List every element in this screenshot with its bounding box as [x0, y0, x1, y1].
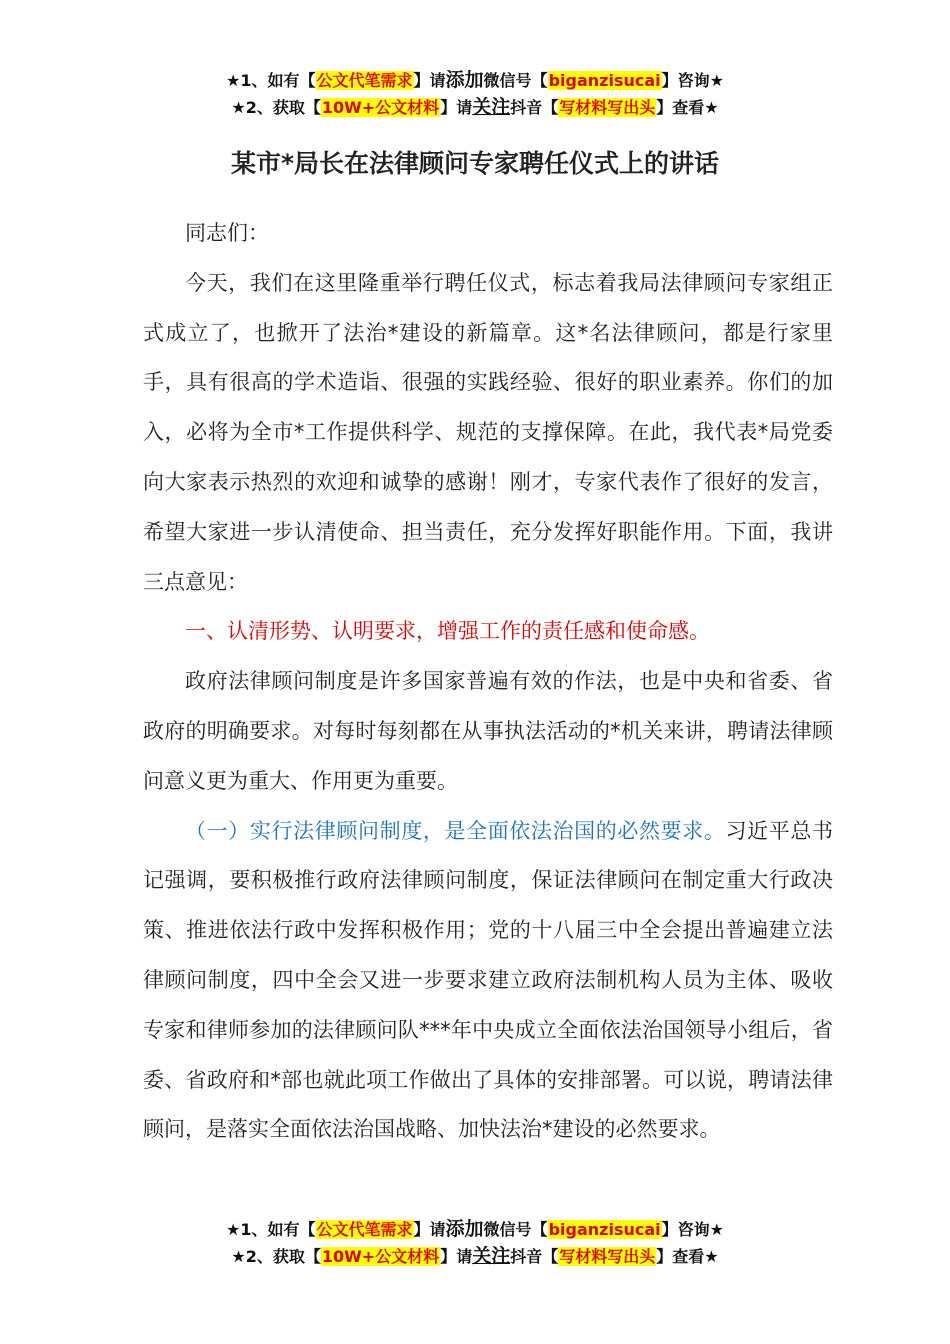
highlight-materials: 10W+公文材料	[321, 98, 440, 117]
highlight-douyin: 写材料写出头	[559, 98, 656, 117]
highlight-service: 公文代笔需求	[316, 1220, 413, 1239]
paragraph-3: （一）实行法律顾问制度，是全面依法治国的必然要求。习近平总书记强调，要积极推行政府法律顾问制度，保证法律顾问在制定重大行政决策、推进依法行政中发挥积极作用；党的十八届三中全会提出普遍建立法律顾问制度，四中全会又进一步要求建立政府法制机构人员为主体、吸收专家和律师参加的法律顾问队***年中央成立全面依法治国领导小组后，省委、省政府和*部也就此项工作做出了具体的安排部署。可以说，聘请法律顾问，是落实全面依法治国战略、加快法治*建设的必然要求。	[143, 818, 833, 1142]
paragraph-1: 今天，我们在这里隆重举行聘任仪式，标志着我局法律顾问专家组正式成立了，也掀开了法治*建设的新篇章。这*名法律顾问，都是行家里手，具有很高的学术造诣、很强的实践经验、很好的职业素养。你们的加入，必将为全市*工作提供科学、规范的支撑保障。在此，我代表*局党委向大家表示热烈的欢迎和诚挚的感谢！刚才，专家代表作了很好的发言，希望大家进一步认清使命、担当责任，充分发挥好职能作用。下面，我讲三点意见：	[143, 270, 833, 594]
greeting: 同志们：	[185, 221, 269, 245]
banner-line-1: ★1、如有【公文代笔需求】请添加微信号【biganzisucai】咨询★	[226, 69, 724, 91]
highlight-wechat: biganzisucai	[548, 71, 661, 90]
highlight-materials: 10W+公文材料	[321, 1247, 440, 1266]
banner-line-2: ★2、获取【10W+公文材料】请关注抖音【写材料写出头】查看★	[231, 96, 719, 118]
heading-1: 一、认清形势、认明要求，增强工作的责任感和使命感。	[185, 619, 710, 644]
header-banner	[0, 67, 950, 121]
banner-line-1: ★1、如有【公文代笔需求】请添加微信号【biganzisucai】咨询★	[226, 1218, 724, 1240]
paragraph-2: 政府法律顾问制度是许多国家普遍有效的作法，也是中央和省委、省政府的明确要求。对每时每刻都在从事执法活动的*机关来讲，聘请法律顾问意义更为重大、作用更为重要。	[143, 669, 833, 793]
heading-1-1: （一）实行法律顾问制度，是全面依法治国的必然要求。	[185, 818, 726, 843]
highlight-wechat: biganzisucai	[548, 1220, 661, 1239]
highlight-douyin: 写材料写出头	[559, 1247, 656, 1266]
banner-line-2: ★2、获取【10W+公文材料】请关注抖音【写材料写出头】查看★	[231, 1245, 719, 1267]
document-body	[143, 209, 833, 1155]
document-title: 某市*局长在法律顾问专家聘任仪式上的讲话	[230, 149, 720, 178]
footer-banner	[0, 1216, 950, 1270]
highlight-service: 公文代笔需求	[316, 71, 413, 90]
